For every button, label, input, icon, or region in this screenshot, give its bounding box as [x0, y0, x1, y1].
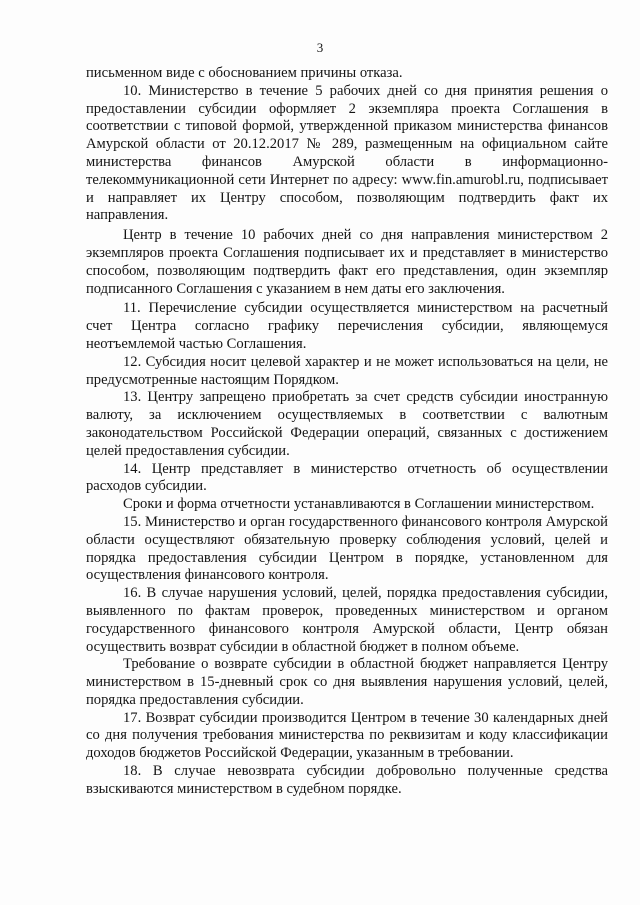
- paragraph-10: 10. Министерство в течение 5 рабочих дней со дня принятия решения о предоставлении субсидии оформляет 2 экземпляра проекта Соглашения в соответствии с типовой формой, утвержденной приказом министерства финансов Амурской области от 20.12.2017 № 289, размещенным на официальном сайте министерства финансов Амурской области в информационно-телекоммуникационной сети Интернет по адресу: www.fin.amurobl.ru, подписывает и направляет их Центру способом, позволяющим подтвердить факт их направления.: [86, 82, 608, 224]
- document-body: [86, 65, 608, 799]
- paragraph-18: 18. В случае невозврата субсидии добровольно полученные средства взыскиваются министерством в судебном порядке.: [86, 763, 608, 797]
- paragraph-15: 15. Министерство и орган государственного финансового контроля Амурской области осуществляют обязательную проверку соблюдения условий, целей и порядка предоставления субсидии Центром в порядке, установленном для осуществления финансового контроля.: [86, 513, 608, 584]
- paragraph-14: 14. Центр представляет в министерство отчетность об осуществлении расходов субсидии.: [86, 460, 608, 495]
- page-number: 3: [316, 40, 324, 55]
- paragraph-14-reporting-terms: Сроки и форма отчетности устанавливаются в Соглашении министерством.: [123, 496, 595, 513]
- paragraph-11: 11. Перечисление субсидии осуществляется министерством на расчетный счет Центра согласно графику перечисления субсидии, являющемуся неотъемлемой частью Соглашения.: [86, 300, 608, 352]
- paragraph-13: 13. Центру запрещено приобретать за счет средств субсидии иностранную валюту, за исключением осуществляемых в соответствии с валютным законодательством Российской Федерации операций, связанных с достижением целей предоставления субсидии.: [86, 389, 608, 459]
- paragraph-12: 12. Субсидия носит целевой характер и не может использоваться на цели, не предусмотренные настоящим Порядком.: [86, 353, 608, 388]
- paragraph-16: 16. В случае нарушения условий, целей, порядка предоставления субсидии, выявленного по фактам проверок, проведенных министерством и органом государственного финансового контроля Амурской области, Центр обязан осуществить возврат субсидии в областной бюджет в полном объеме.: [86, 585, 608, 655]
- paragraph-continuation: письменном виде с обоснованием причины отказа.: [86, 65, 403, 81]
- paragraph-16-return-demand: Требование о возврате субсидии в областной бюджет направляется Центру министерством в 15-дневный срок со дня выявления нарушения условий, целей, порядка предоставления субсидии.: [86, 656, 608, 708]
- paragraph-17: 17. Возврат субсидии производится Центром в течение 30 календарных дней со дня получения требования министерства по реквизитам и коду классификации доходов бюджетов Российской Федерации, указанным в требовании.: [86, 709, 608, 762]
- paragraph-10-center-signing: Центр в течение 10 рабочих дней со дня направления министерством 2 экземпляров проекта Соглашения подписывает их и представляет в министерство способом, позволяющим подтвердить факт его представления, один экземпляр подписанного Соглашения с указанием в нем даты его заключения.: [86, 227, 608, 297]
